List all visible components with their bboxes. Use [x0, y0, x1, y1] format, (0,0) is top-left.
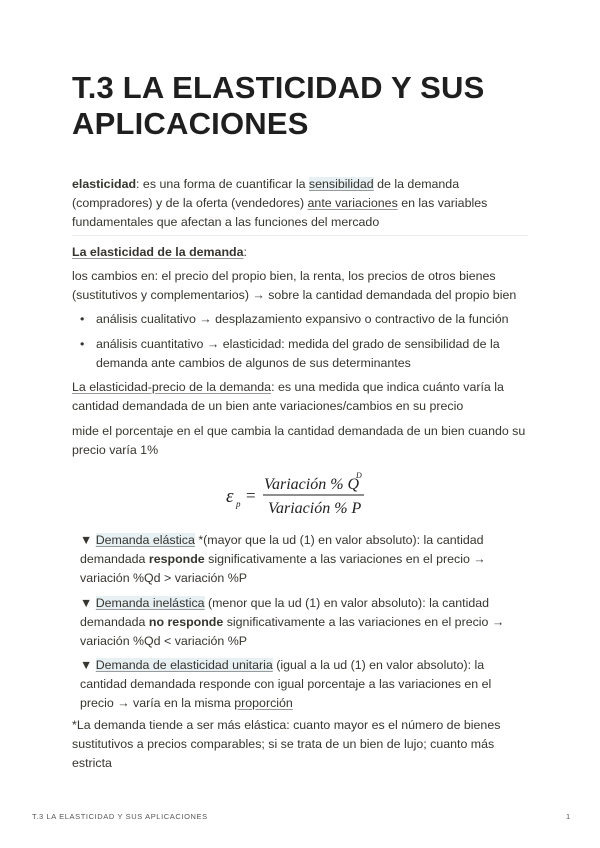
footer-title: T.3 LA ELASTICIDAD Y SUS APLICACIONES: [32, 812, 208, 821]
equals-sign: =: [246, 486, 256, 505]
formula-numerator: Variación % Q: [264, 476, 360, 493]
term-elasticidad: elasticidad: [72, 177, 137, 191]
toggle-demanda-unitaria[interactable]: ▼ Demanda de elasticidad unitaria (igual a la ud (1) en valor absoluto): la cantidad demandada responde con igual porcentaje a las variaciones en el precio → varía en la misma proporción: [80, 658, 492, 710]
epsilon-symbol: ε: [226, 486, 234, 507]
note-paragraph: *La demanda tiende a ser más elástica: cuanto mayor es el número de bienes sustitutivos a precios comparables; si se trata de un bien de lujo; cuanto más estricta: [72, 718, 501, 770]
bullet-icon: •: [80, 312, 85, 326]
toggle-arrow-icon[interactable]: ▼: [80, 596, 93, 610]
bullet-icon: •: [80, 337, 85, 351]
causes-paragraph: los cambios en: el precio del propio bien, la renta, los precios de otros bienes (sustitutivos y complementarios) → sobre la cantidad demandada del propio bien: [72, 269, 517, 302]
link-elasticidad-precio[interactable]: La elasticidad-precio de la demanda: [72, 380, 272, 394]
toggle-arrow-icon[interactable]: ▼: [80, 533, 93, 547]
link-sensibilidad[interactable]: sensibilidad: [308, 177, 374, 191]
toggle-demanda-inelastica[interactable]: ▼ Demanda inelástica (menor que la ud (1) en valor absoluto): la cantidad demandada no responde significativamente a las variaciones en el precio → variación %Qd < variación %P: [80, 596, 505, 648]
definition-paragraph: mide el porcentaje en el que cambia la cantidad demandada de un bien cuando su precio varía 1%: [72, 424, 526, 457]
link-ante-variaciones[interactable]: ante variaciones: [307, 196, 398, 210]
page-number: 1: [566, 812, 571, 821]
divider: [72, 235, 528, 236]
formula-superscript: D: [356, 471, 362, 480]
link-proporcion[interactable]: proporción: [234, 696, 293, 710]
price-elasticity-paragraph: La elasticidad-precio de la demanda: es una medida que indica cuánto varía la cantidad demandada de un bien ante variaciones/cambios en su precio: [72, 380, 504, 413]
page-title: T.3 LA ELASTICIDAD Y SUS APLICACIONES: [72, 70, 485, 141]
list-item: • análisis cuantitativo → elasticidad: medida del grado de sensibilidad de la demanda ante cambios de algunos de sus determinantes: [80, 337, 500, 370]
toggle-arrow-icon[interactable]: ▼: [80, 658, 93, 672]
list-item: • análisis cualitativo → desplazamiento expansivo o contractivo de la función: [96, 310, 528, 329]
formula-denominator: Variación % P: [268, 500, 362, 517]
toggle-demanda-elastica[interactable]: ▼ Demanda elástica *(mayor que la ud (1) en valor absoluto): la cantidad demandada responde significativamente a las variaciones en el precio → variación %Qd > variación %P: [80, 533, 486, 585]
elasticity-formula: [224, 465, 384, 523]
section-heading: La elasticidad de la demanda:: [72, 245, 247, 259]
epsilon-subscript: p: [236, 499, 241, 509]
intro-paragraph: elasticidad: es una forma de cuantificar la sensibilidad de la demanda (compradores) y de la oferta (vendedores) ante variaciones en las variables fundamentales que afectan a las funciones del mercado: [72, 177, 488, 229]
